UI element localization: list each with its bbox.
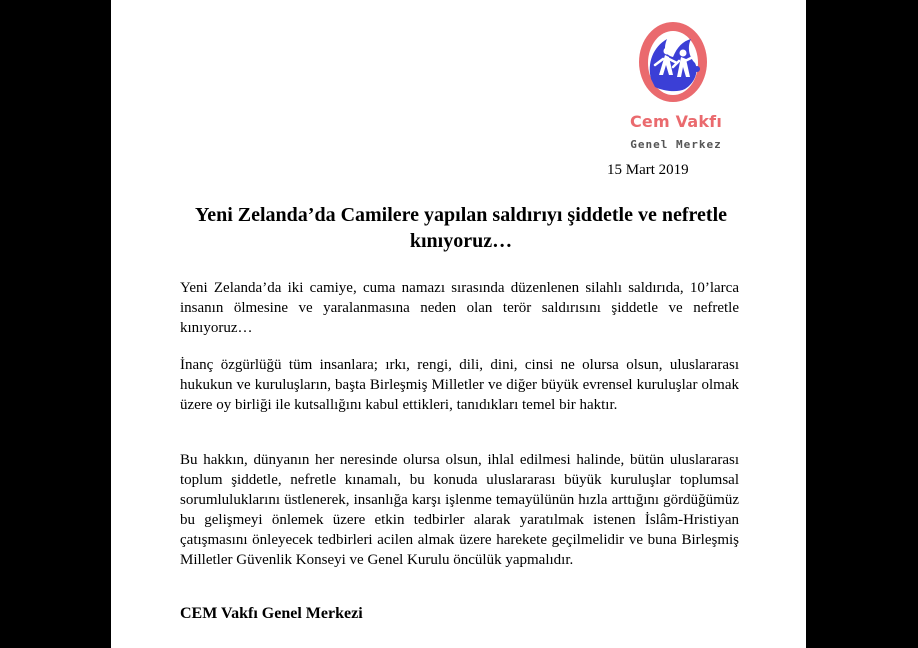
document-page [111,0,806,648]
document-date: 15 Mart 2019 [607,162,689,178]
org-subtitle: Genel Merkez [630,138,722,151]
signature: CEM Vakfı Genel Merkezi [180,605,363,622]
document-title: Yeni Zelanda’da Camilere yapılan saldırıyı şiddetle ve nefretle kınıyoruz… [194,204,728,252]
cem-vakfi-logo-icon [633,17,713,107]
paragraph-2: İnanç özgürlüğü tüm insanlara; ırkı, rengi, dili, dini, cinsi ne olursa olsun, uluslararası hukukun ve kuruluşların, başta Birleşmiş Milletler ve diğer büyük evrensel kuruluşlar olmak üzere oy birliği ile kutsallığını kabul ettikleri, tanıdıkları temel bir haktır. [180,357,739,413]
org-name: Cem Vakfı [629,112,723,131]
paragraph-1: Yeni Zelanda’da iki camiye, cuma namazı sırasında düzenlenen silahlı saldırıda, 10’larca insanın ölmesine ve yaralanmasına neden olan terör saldırısını şiddetle ve nefretle kınıyoruz… [180,280,739,336]
paragraph-3: Bu hakkın, dünyanın her neresinde olursa olsun, ihlal edilmesi halinde, bütün uluslararası toplum şiddetle, nefretle kınamalı, bu konuda uluslararası büyük kuruluşlar toplumsal sorumluluklarını üstlenerek, insanlığa karşı işlenme temayülünün hızla arttığını gördüğümüz bu gelişmeyi önlemek üzere etkin tedbirler alarak yaratılmak istenen İslâm-Hristiyan çatışmasını önleyecek tedbirleri acilen almak üzere harekete geçilmelidir ve buna Birleşmiş Milletler Güvenlik Konseyi ve Genel Kurulu öncülük yapmalıdır. [180,452,739,568]
